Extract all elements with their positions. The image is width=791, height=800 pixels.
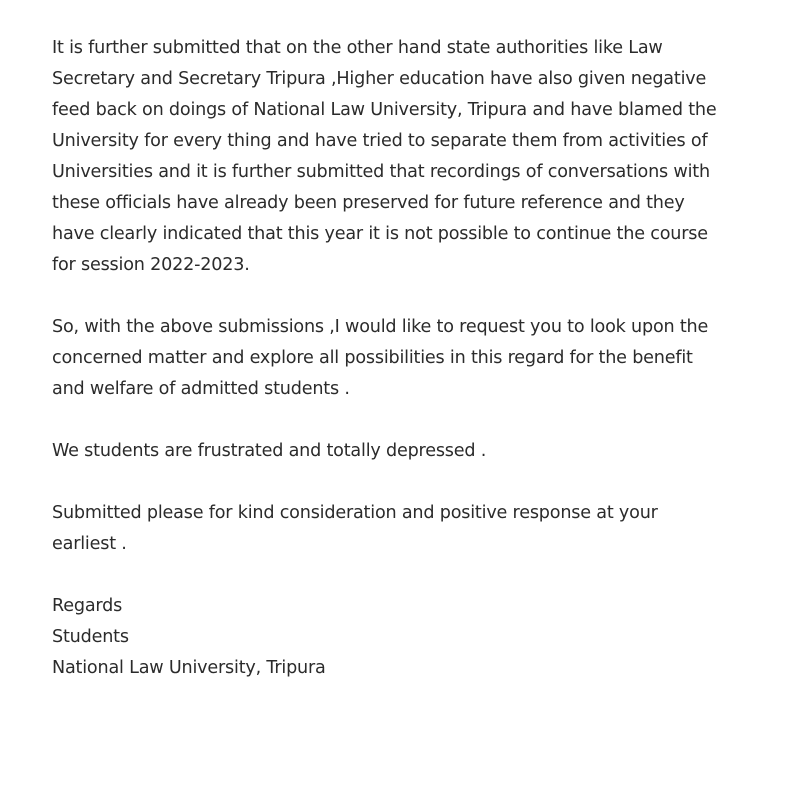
- text-line: these officials have already been preserved for future reference and they: [52, 193, 685, 213]
- text-line: have clearly indicated that this year it is not possible to continue the course: [52, 224, 708, 244]
- closing-institution: National Law University, Tripura: [52, 658, 326, 678]
- paragraph-spacer: [52, 405, 752, 436]
- text-line: It is further submitted that on the other hand state authorities like Law: [52, 38, 663, 58]
- paragraph-consideration: [52, 498, 752, 560]
- closing-regards: Regards: [52, 596, 123, 616]
- text-line: for session 2022-2023.: [52, 255, 250, 275]
- paragraph-spacer: [52, 281, 752, 312]
- text-line: concerned matter and explore all possibilities in this regard for the benefit: [52, 348, 693, 368]
- closing-block: [52, 591, 752, 684]
- text-line: earliest .: [52, 534, 127, 554]
- paragraph-request: [52, 312, 752, 405]
- text-line: feed back on doings of National Law University, Tripura and have blamed the: [52, 100, 717, 120]
- paragraph-further-submission: [52, 33, 752, 281]
- text-line: Secretary and Secretary Tripura ,Higher education have also given negative: [52, 69, 707, 89]
- text-line: University for every thing and have tried to separate them from activities of: [52, 131, 708, 151]
- text-line: We students are frustrated and totally depressed .: [52, 441, 487, 461]
- text-line: and welfare of admitted students .: [52, 379, 350, 399]
- text-line: Universities and it is further submitted that recordings of conversations with: [52, 162, 710, 182]
- text-line: So, with the above submissions ,I would like to request you to look upon the: [52, 317, 709, 337]
- letter-body: [52, 33, 752, 684]
- paragraph-spacer: [52, 467, 752, 498]
- text-line: Submitted please for kind consideration and positive response at your: [52, 503, 658, 523]
- paragraph-frustration: [52, 436, 752, 467]
- paragraph-spacer: [52, 560, 752, 591]
- closing-signatory: Students: [52, 627, 129, 647]
